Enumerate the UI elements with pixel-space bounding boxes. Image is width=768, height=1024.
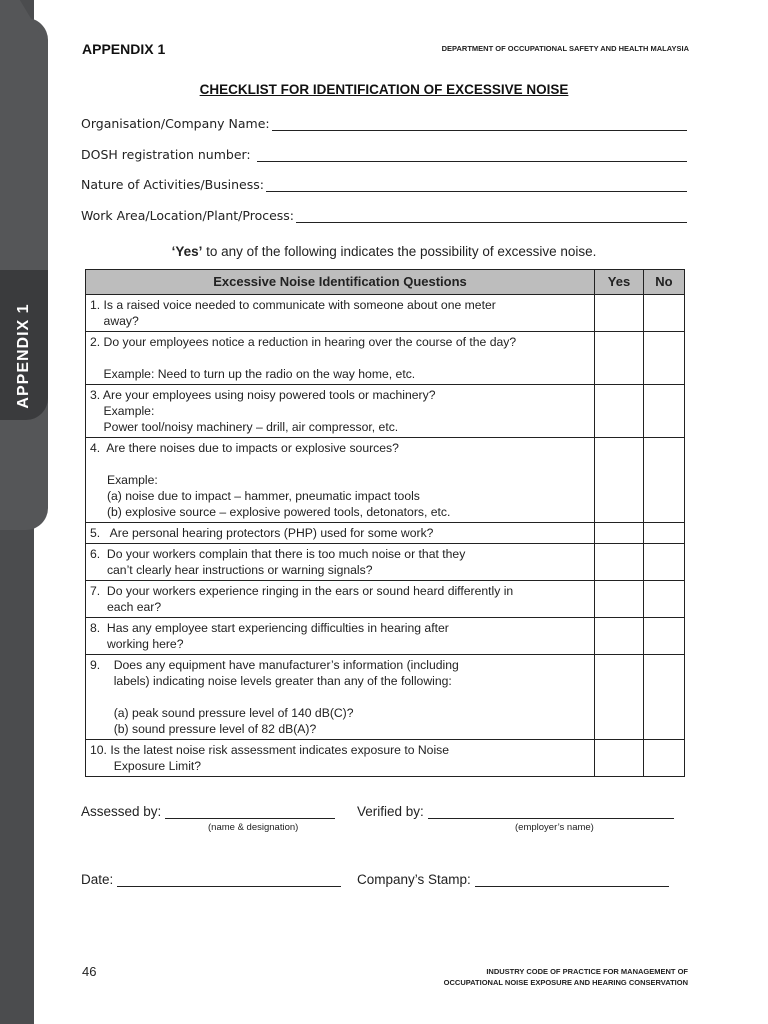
work-area-line[interactable] xyxy=(296,208,687,223)
side-tab-label: APPENDIX 1 xyxy=(15,303,32,409)
yes-cell[interactable] xyxy=(595,295,644,332)
date-label: Date: xyxy=(81,872,114,887)
yes-cell[interactable] xyxy=(595,618,644,655)
yes-cell[interactable] xyxy=(595,655,644,740)
yes-cell[interactable] xyxy=(595,523,644,544)
footer-line-2: OCCUPATIONAL NOISE EXPOSURE AND HEARING CONSERVATION xyxy=(443,978,688,987)
stamp-line[interactable] xyxy=(475,872,669,887)
no-cell[interactable] xyxy=(643,618,684,655)
footer-line-1: INDUSTRY CODE OF PRACTICE FOR MANAGEMENT OF xyxy=(486,967,688,976)
no-cell[interactable] xyxy=(643,523,684,544)
page-title: CHECKLIST FOR IDENTIFICATION OF EXCESSIVE NOISE xyxy=(199,82,569,97)
work-area-label: Work Area/Location/Plant/Process: xyxy=(81,208,295,223)
question-text: 1. Is a raised voice needed to communicate with someone about one meter away? xyxy=(86,295,595,332)
yes-cell[interactable] xyxy=(595,385,644,438)
instruction-note xyxy=(0,244,768,259)
question-text: 9. Does any equipment have manufacturer’s information (including labels) indicating noise levels greater than any of the following: (a) peak sound pressure level of 140 dB(C)? (b) sound pressure level of 82 dB(A)? xyxy=(86,655,595,740)
assessed-by-field[interactable] xyxy=(81,804,335,819)
table-row xyxy=(86,385,685,438)
no-cell[interactable] xyxy=(643,332,684,385)
no-cell[interactable] xyxy=(643,581,684,618)
nature-field[interactable] xyxy=(81,177,687,192)
table-header-row xyxy=(86,270,685,295)
note-yes: ‘Yes’ xyxy=(171,244,203,259)
verified-by-hint: (employer’s name) xyxy=(515,822,594,833)
verified-by-label: Verified by: xyxy=(357,804,424,819)
question-text: 10. Is the latest noise risk assessment indicates exposure to Noise Exposure Limit? xyxy=(86,740,595,777)
table-row xyxy=(86,740,685,777)
table-row xyxy=(86,523,685,544)
assessed-by-hint: (name & designation) xyxy=(208,822,299,833)
nature-label: Nature of Activities/Business: xyxy=(81,177,264,192)
organisation-field[interactable] xyxy=(81,116,687,131)
stamp-field[interactable] xyxy=(357,872,669,887)
assessed-by-line[interactable] xyxy=(165,804,335,819)
side-tab-corner xyxy=(0,0,44,40)
dosh-field[interactable] xyxy=(81,147,687,162)
yes-cell[interactable] xyxy=(595,544,644,581)
date-line[interactable] xyxy=(117,872,341,887)
footer-text xyxy=(444,966,688,988)
dosh-label: DOSH registration number: xyxy=(81,147,251,162)
nature-line[interactable] xyxy=(266,177,687,192)
table-row xyxy=(86,655,685,740)
table-row xyxy=(86,438,685,523)
table-row xyxy=(86,544,685,581)
question-text: 6. Do your workers complain that there is too much noise or that they can’t clearly hear instructions or warning signals? xyxy=(86,544,595,581)
question-text: 3. Are your employees using noisy powered tools or machinery? Example: Power tool/noisy machinery – drill, air compressor, etc. xyxy=(86,385,595,438)
assessed-by-label: Assessed by: xyxy=(81,804,162,819)
date-field[interactable] xyxy=(81,872,341,887)
header-appendix: APPENDIX 1 xyxy=(82,41,166,57)
verified-by-line[interactable] xyxy=(428,804,674,819)
question-text: 5. Are personal hearing protectors (PHP) used for some work? xyxy=(86,523,595,544)
table-row xyxy=(86,332,685,385)
no-cell[interactable] xyxy=(643,295,684,332)
no-cell[interactable] xyxy=(643,385,684,438)
yes-header: Yes xyxy=(595,270,644,295)
dosh-line[interactable] xyxy=(257,147,687,162)
table-row xyxy=(86,618,685,655)
question-text: 2. Do your employees notice a reduction in hearing over the course of the day? Example: Need to turn up the radio on the way home, etc. xyxy=(86,332,595,385)
table-row xyxy=(86,581,685,618)
verified-by-field[interactable] xyxy=(357,804,674,819)
yes-cell[interactable] xyxy=(595,581,644,618)
work-area-field[interactable] xyxy=(81,208,687,223)
organisation-line[interactable] xyxy=(272,116,687,131)
no-header: No xyxy=(643,270,684,295)
no-cell[interactable] xyxy=(643,655,684,740)
note-text: to any of the following indicates the possibility of excessive noise. xyxy=(202,244,597,259)
no-cell[interactable] xyxy=(643,544,684,581)
question-text: 8. Has any employee start experiencing difficulties in hearing after working here? xyxy=(86,618,595,655)
yes-cell[interactable] xyxy=(595,438,644,523)
stamp-label: Company’s Stamp: xyxy=(357,872,471,887)
checklist-table xyxy=(85,269,685,777)
yes-cell[interactable] xyxy=(595,740,644,777)
page-number: 46 xyxy=(82,964,97,979)
question-text: 7. Do your workers experience ringing in the ears or sound heard differently in each ear? xyxy=(86,581,595,618)
header-department: DEPARTMENT OF OCCUPATIONAL SAFETY AND HEALTH MALAYSIA xyxy=(441,44,689,53)
organisation-label: Organisation/Company Name: xyxy=(81,116,270,131)
question-header: Excessive Noise Identification Questions xyxy=(86,270,595,295)
no-cell[interactable] xyxy=(643,740,684,777)
no-cell[interactable] xyxy=(643,438,684,523)
table-row xyxy=(86,295,685,332)
yes-cell[interactable] xyxy=(595,332,644,385)
question-text: 4. Are there noises due to impacts or explosive sources? Example: (a) noise due to impact – hammer, pneumatic impact tools (b) explosive source – explosive powered tools, detonators, etc. xyxy=(86,438,595,523)
